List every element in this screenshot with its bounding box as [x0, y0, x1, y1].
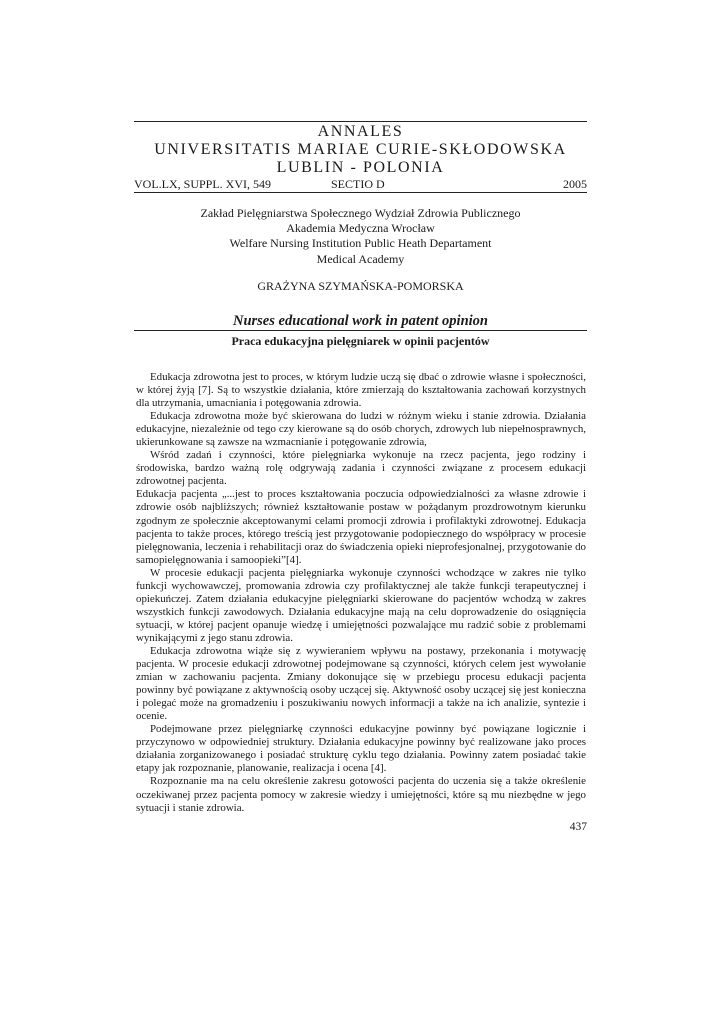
affiliation-line: Medical Academy [316, 251, 405, 266]
article-title-polish: Praca edukacyjna pielęgniarek w opinii pacjentów [231, 334, 490, 348]
journal-city: LUBLIN - POLONIA [276, 159, 445, 176]
volume-info: VOL.LX, SUPPL. XVI, 549 [134, 177, 272, 191]
article-body [136, 371, 586, 815]
affiliation-line: Akademia Medyczna Wrocław [286, 221, 435, 236]
body-paragraph: Edukacja zdrowotna może być skierowana do ludzi w różnym wieku i stanie zdrowia. Działania edukacyjne, niezależnie od tego czy kierowane są do osób chorych, zdrowych lub niepełnosprawnych, ukierunkowane są zawsze na wzmacnianie i potęgowanie zdrowia, [136, 410, 586, 449]
section-info: SECTIO D [331, 177, 385, 191]
body-paragraph: Edukacja zdrowotna jest to proces, w którym ludzie uczą się dbać o zdrowie własne i społeczności, w której żyją [7]. Są to wszystkie działania, które zmierzają do kształtowania zachowań korzystnych dla utrzymania, umacniania i potęgowania zdrowia. [136, 371, 586, 410]
title-rule [134, 330, 587, 331]
page-number: 437 [569, 821, 587, 833]
journal-annales: ANNALES [317, 123, 404, 140]
body-paragraph: Edukacja pacjenta „...jest to proces kształtowania poczucia odpowiedzialności za własne zdrowie i zdrowie osób najbliższych; również kształtowanie postaw w pożądanym prozdrowotnym kierunku zgodnym ze społecznie akceptowanymi celami promocji zdrowia i profilaktyki zdrowotnej. Edukacja pacjenta to także proces, którego treścią jest przygotowanie podopiecznego do współpracy w procesie pielęgnowania, leczenia i rehabilitacji oraz do świadczenia opieki nieprofesjonalnej, przygotowanie do samopielęgnowania i samoopieki”[4]. [136, 488, 586, 566]
volume-row [134, 177, 587, 191]
body-paragraph: Wśród zadań i czynności, które pielęgniarka wykonuje na rzecz pacjenta, jego rodziny i środowiska, bardzo ważną rolę odgrywają zadania i czynności związane z procesem edukacji zdrowotnej pacjenta. [136, 449, 586, 488]
body-paragraph: Rozpoznanie ma na celu określenie zakresu gotowości pacjenta do uczenia się a także określenie oczekiwanej przez pacjenta pomocy w zakresie wiedzy i umiejętności, które są mu niezbędne w jego sytuacji i stanie zdrowia. [136, 775, 586, 814]
affiliation-line: Zakład Pielęgniarstwa Społecznego Wydział Zdrowia Publicznego [200, 206, 521, 220]
author-name: GRAŻYNA SZYMAŃSKA-POMORSKA [257, 279, 464, 293]
body-paragraph: Edukacja zdrowotna wiąże się z wywieraniem wpływu na postawy, przekonania i motywację pacjenta. W procesie edukacji zdrowotnej podejmowane są czynności, których celem jest wywołanie zmian w zachowaniu pacjenta. Zmiany dokonujące się w przebiegu procesu edukacji pacjenta powinny być powiązane z aktywnością osoby uczącej się. Aktywność osoby uczącej się jest konieczna i polegać może na gromadzeniu i poszukiwaniu nowych informacji a także na ich analizie, syntezie i ocenie. [136, 644, 586, 723]
article-title-english: Nurses educational work in patent opinion [232, 313, 488, 329]
journal-university: UNIVERSITATIS MARIAE CURIE-SKŁODOWSKA [154, 141, 567, 158]
affiliation-line: Welfare Nursing Institution Public Heath Departament [229, 236, 492, 251]
year-info: 2005 [563, 177, 587, 191]
body-paragraph: Podejmowane przez pielęgniarkę czynności edukacyjne powinny być powiązane logicznie i przyczynowo w odpowiedniej struktury. Działania edukacyjne powinny być realizowane jako proces działania zorganizowanego i posiadać strukturę cyklu tego działania. Powinny zatem posiadać takie etapy jak rozpoznanie, planowanie, realizacja i ocena [4]. [136, 723, 586, 775]
affiliation-block [134, 206, 587, 267]
header-top-rule [134, 121, 587, 122]
header-bottom-rule [134, 192, 587, 193]
body-paragraph: W procesie edukacji pacjenta pielęgniarka wykonuje czynności wchodzące w zakres nie tylko funkcji wychowawczej, promowania zdrowia czy profilaktycznej ale także funkcji terapeutycznej i opiekuńczej. Zatem działania edukacyjne pielęgniarki skierowane do pacjentów wchodzą w zakres wszystkich funkcji zawodowych. Działania edukacyjne mają na celu doprowadzenie do osiągnięcia sytuacji, w której pacjent opanuje wiedzę i umiejętności pozwalające mu radzić sobie z problemami wynikającymi z jego stanu zdrowia. [136, 566, 586, 644]
